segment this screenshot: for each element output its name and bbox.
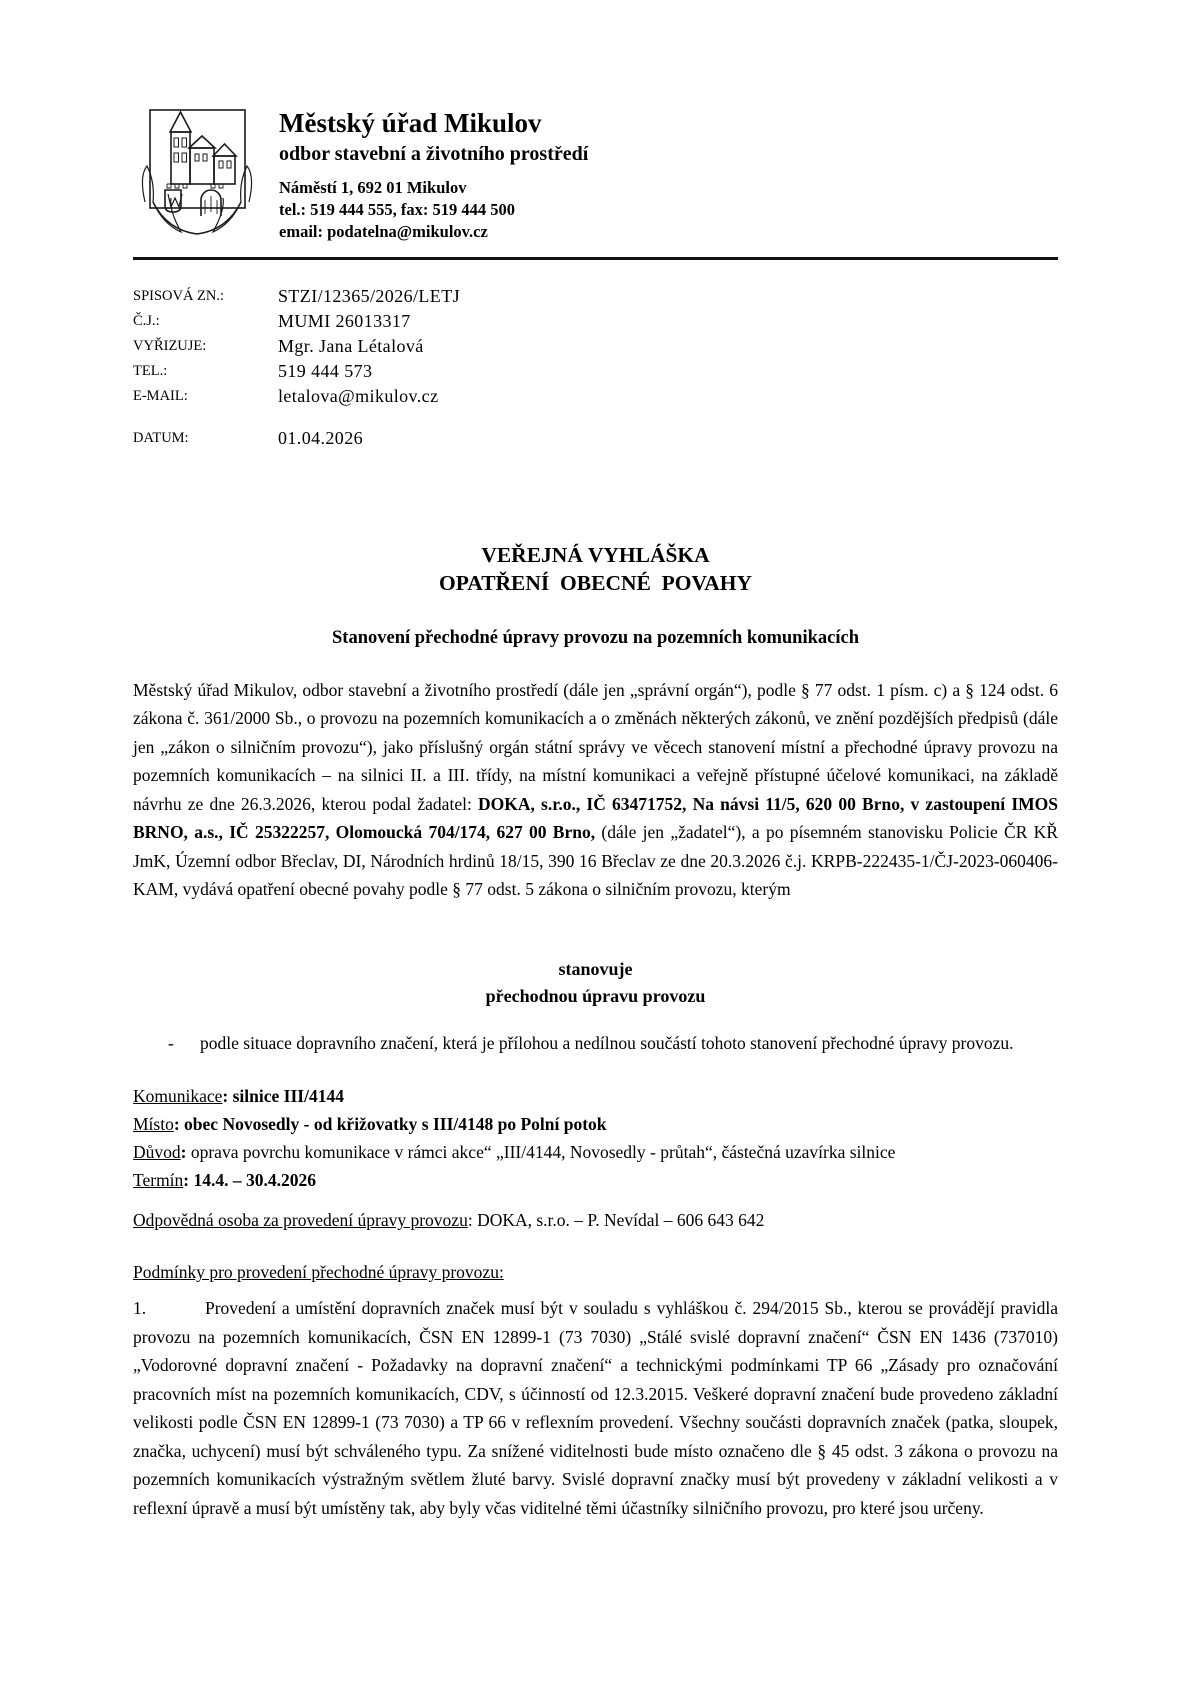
ruling-line-2: přechodnou úpravu provozu	[485, 985, 706, 1006]
letterhead-divider	[133, 257, 1058, 260]
detail-odpovedna-osoba	[133, 1206, 1058, 1234]
meta-value: 519 444 573	[278, 360, 373, 381]
org-name: Městský úřad Mikulov	[279, 108, 542, 138]
letterhead-text	[279, 106, 588, 243]
condition-1	[133, 1294, 1058, 1522]
org-address: Náměstí 1, 692 01 Mikulov	[279, 178, 467, 198]
meta-value: Mgr. Jana Létalová	[278, 335, 424, 356]
details-block	[133, 1082, 1058, 1234]
mikulov-coat-of-arms-icon	[133, 106, 261, 238]
org-email: email: podatelna@mikulov.cz	[279, 221, 488, 241]
applicant-name: DOKA, s.r.o., IČ 63471752, Na návsi 11/5, 620 00 Brno, v zastoupení IMOS BRNO, a.s., IČ 25322257, Olomoucká 704/174, 627 00 Brno,	[133, 793, 1059, 843]
detail-label: Termín	[133, 1170, 184, 1191]
meta-label: SPISOVÁ ZN.:	[133, 287, 225, 304]
condition-text: Provedení a umístění dopravních značek musí být v souladu s vyhláškou č. 294/2015 Sb., kterou se provádějí pravidla provozu na pozemních komunikacích, ČSN EN 12899-1 (73 7030) „Stálé svislé dopravní značení“ ČSN EN 1436 (737010) „Vodorovné dopravní značení - Požadavky na dopravní značení“ a technickými podmínkami TP 66 „Zásady pro označování pracovních míst na pozemních komunikacích, CDV, s účinností od 12.3.2015. Veškeré dopravní značení bude provedeno základní velikosti podle ČSN EN 12899-1 (73 7030) a TP 66 v reflexním provedení. Všechny součásti dopravních značek (patka, sloupek, značka, uchycení) musí být schváleného typu. Za snížené viditelnosti bude místo označeno dle § 45 odst. 3 zákona o provozu na pozemních komunikacích výstražným světlem žluté barvy. Svislé dopravní značky musí být provedeny v základní velikosti a v reflexní úpravě a musí být umístěny tak, aby byly včas viditelné těmi účastníky silničního provozu, pro které jsou určeny.	[133, 1298, 1058, 1518]
ruling-heading	[133, 956, 1058, 1010]
ruling-line-1: stanovuje	[558, 958, 633, 979]
meta-row-cj	[133, 309, 1058, 334]
meta-label: DATUM:	[133, 429, 189, 446]
title-line-2: OPATŘENÍ OBECNÉ POVAHY	[439, 571, 752, 596]
detail-termin	[133, 1166, 1058, 1194]
condition-number: 1.	[133, 1298, 147, 1319]
detail-misto	[133, 1110, 1058, 1138]
intro-part1: Městský úřad Mikulov, odbor stavební a životního prostředí (dále jen „správní orgán“), podle § 77 odst. 1 písm. c) a § 124 odst. 6 zákona č. 361/2000 Sb., o provozu na pozemních komunikacích a o změnách některých zákonů, ve znění pozdějších předpisů (dále jen „zákon o silničním provozu“), jako příslušný orgán státní správy ve věcech stanovení místní a přechodné úpravy provozu na pozemních komunikacích – na silnici II. a III. třídy, na místní komunikaci a veřejně přístupné účelové komunikaci, na základě návrhu ze dne 26.3.2026, kterou podal žadatel:	[133, 679, 1058, 814]
detail-colon: :	[180, 1142, 187, 1163]
detail-label: Komunikace	[133, 1086, 223, 1107]
detail-duvod	[133, 1138, 1058, 1166]
intro-paragraph	[133, 676, 1058, 904]
meta-row-spisova-zn	[133, 284, 1058, 309]
bullet-dash: -	[168, 1032, 174, 1053]
meta-label: TEL.:	[133, 362, 168, 379]
meta-value: 01.04.2026	[278, 427, 363, 448]
detail-value: : silnice III/4144	[222, 1086, 344, 1107]
conditions-heading	[133, 1258, 1058, 1286]
org-department: odbor stavební a životního prostředí	[279, 143, 589, 166]
document-subtitle: Stanovení přechodné úpravy provozu na pozemních komunikacích	[332, 627, 859, 648]
ruling-bullet-item	[133, 1029, 1058, 1058]
detail-value: oprava povrchu komunikace v rámci akce“ „III/4144, Novosedly - průtah“, částečná uzavírka silnice	[186, 1142, 896, 1163]
meta-label: VYŘIZUJE:	[133, 337, 207, 354]
conditions-heading-text: Podmínky pro provedení přechodné úpravy provozu:	[133, 1262, 504, 1283]
detail-value: : DOKA, s.r.o. – P. Nevídal – 606 643 642	[467, 1210, 765, 1231]
meta-value: MUMI 26013317	[278, 310, 411, 331]
meta-label: Č.J.:	[133, 312, 160, 329]
meta-row-datum	[133, 426, 1058, 451]
document-title	[133, 541, 1058, 598]
detail-label: Odpovědná osoba za provedení úpravy provozu	[133, 1210, 468, 1231]
detail-komunikace	[133, 1082, 1058, 1110]
org-phone-fax: tel.: 519 444 555, fax: 519 444 500	[279, 199, 516, 219]
meta-value: STZI/12365/2026/LETJ	[278, 285, 460, 306]
detail-label: Důvod	[133, 1142, 181, 1163]
meta-row-tel	[133, 359, 1058, 384]
detail-value: : 14.4. – 30.4.2026	[183, 1170, 316, 1191]
letterhead	[133, 106, 1058, 243]
meta-value: letalova@mikulov.cz	[278, 385, 439, 406]
intro-part2: (dále jen „žadatel“), a po písemném stanovisku Policie ČR KŘ JmK, Územní odbor Břeclav, DI, Národních hrdinů 18/15, 390 16 Břeclav ze dne 20.3.2026 č.j. KRPB-222435-1/ČJ-2023-060406-KAM, vydává opatření obecné povahy podle § 77 odst. 5 zákona o silničním provozu, kterým	[133, 822, 1058, 900]
meta-label: E-MAIL:	[133, 387, 188, 404]
reference-block	[133, 284, 1058, 451]
title-line-1: VEŘEJNÁ VYHLÁŠKA	[481, 542, 710, 567]
detail-value: : obec Novosedly - od křižovatky s III/4148 po Polní potok	[173, 1114, 607, 1135]
meta-row-vyrizuje	[133, 334, 1058, 359]
meta-row-email	[133, 384, 1058, 409]
bullet-text: podle situace dopravního značení, která je přílohou a nedílnou součástí tohoto stanovení přechodné úpravy provozu.	[200, 1032, 1014, 1053]
detail-label: Místo	[133, 1114, 174, 1135]
